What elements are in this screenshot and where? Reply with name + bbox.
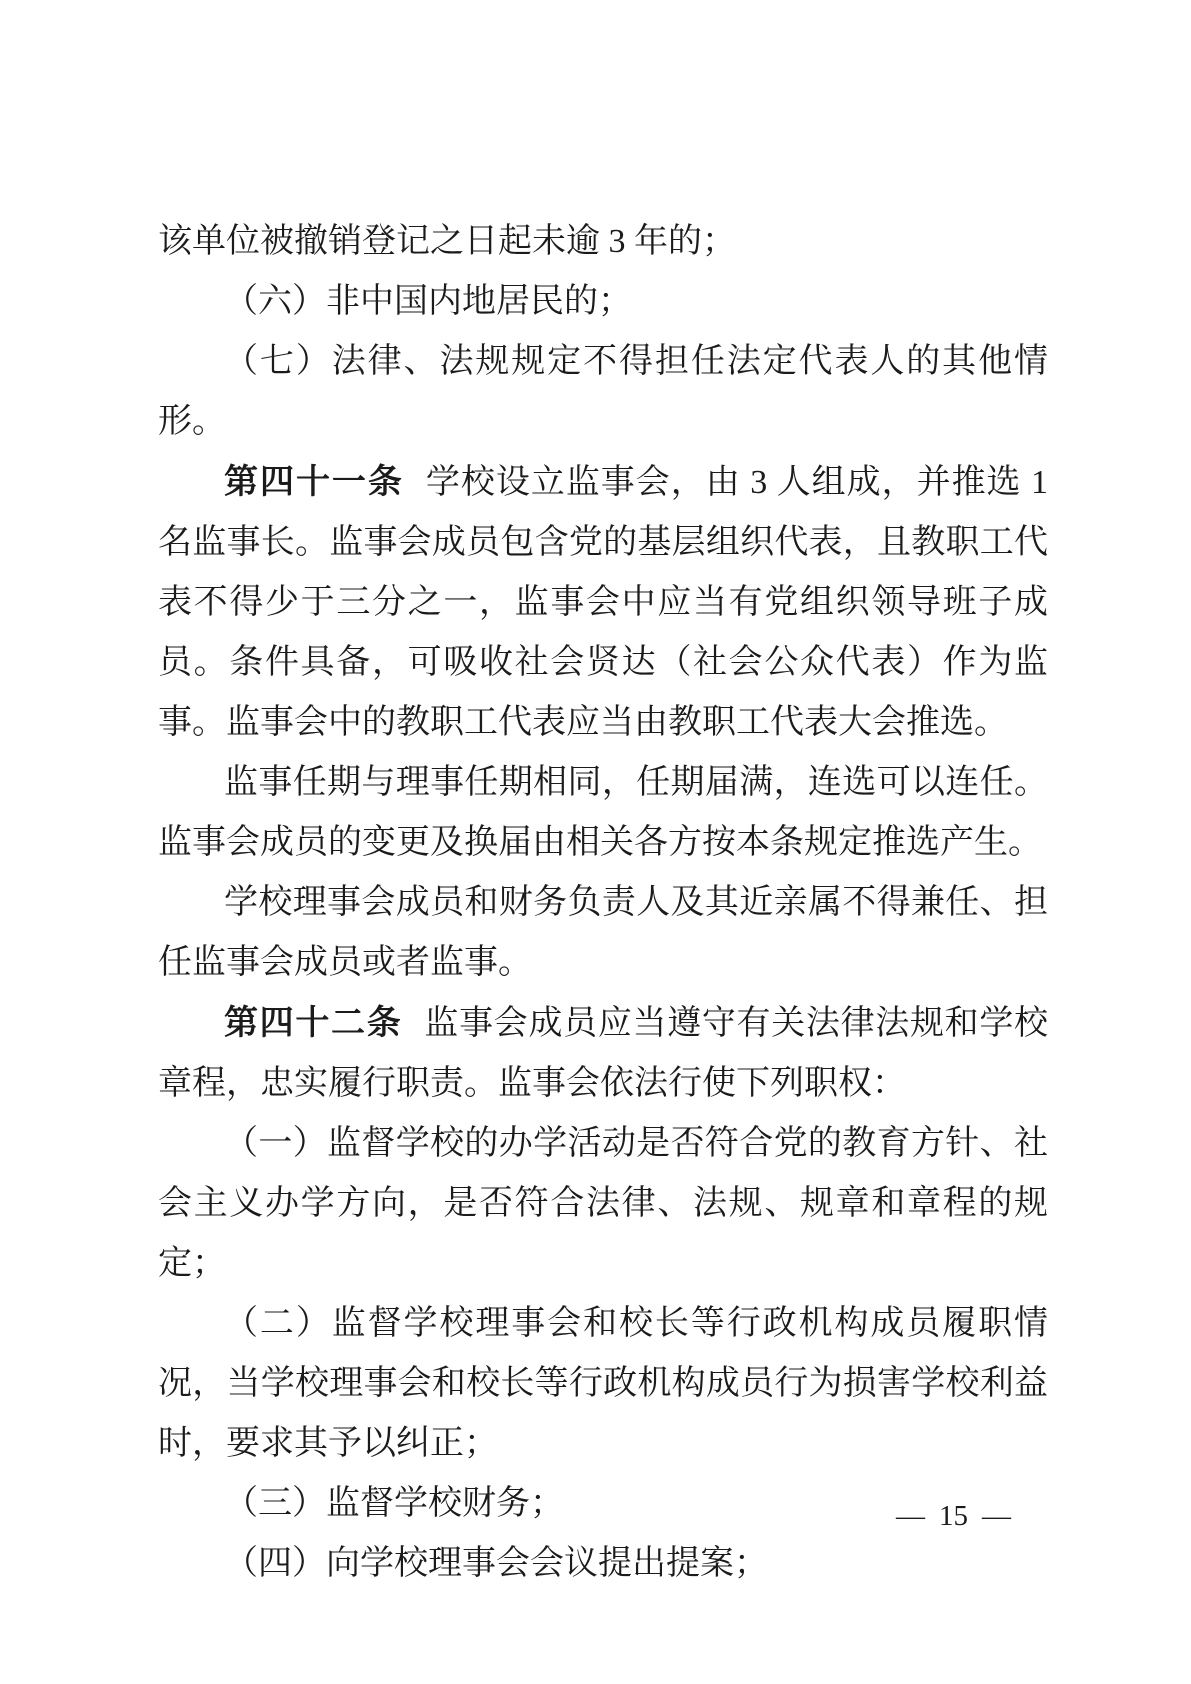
document-body — [158, 212, 1048, 1594]
paragraph-text: 学校理事会成员和财务负责人及其近亲属不得兼任、担任监事会成员或者监事。 — [158, 884, 1048, 981]
paragraph-text: （七）法律、法规规定不得担任法定代表人的其他情形。 — [158, 343, 1048, 440]
clause-item-7 — [158, 332, 1048, 452]
power-item-1 — [158, 1114, 1048, 1294]
power-item-4 — [158, 1534, 1048, 1594]
paragraph-text: 监事任期与理事任期相同，任期届满，连选可以连任。监事会成员的变更及换届由相关各方按本条规定推选产生。 — [158, 764, 1048, 861]
paragraph-text: 监事会成员应当遵守有关法律法规和学校章程，忠实履行职责。监事会依法行使下列职权： — [158, 1005, 1049, 1102]
article-41-paragraph — [158, 452, 1048, 753]
clause-item-6 — [158, 272, 1048, 332]
footer-dash-right: — — [982, 1500, 1011, 1532]
page-footer — [896, 1496, 1011, 1536]
paragraph-text: 学校设立监事会，由 3 人组成，并推选 1 名监事长。监事会成员包含党的基层组织代表，且教职工代表不得少于三分之一，监事会中应当有党组织领导班子成员。条件具备，可吸收社会贤达（社会公众代表）作为监事。监事会中的教职工代表应当由教职工代表大会推选。 — [158, 464, 1049, 741]
paragraph-text: （二）监督学校理事会和校长等行政机构成员履职情况，当学校理事会和校长等行政机构成员行为损害学校利益时，要求其予以纠正； — [158, 1305, 1048, 1462]
page-number: 15 — [939, 1500, 968, 1532]
paragraph-text: 该单位被撤销登记之日起未逾 3 年的； — [158, 223, 736, 260]
paragraph-text: （四）向学校理事会会议提出提案； — [224, 1545, 768, 1582]
supervisor-term-paragraph — [158, 753, 1048, 873]
article-42-paragraph — [158, 993, 1048, 1114]
footer-dash-left: — — [896, 1500, 925, 1532]
power-item-2 — [158, 1294, 1048, 1474]
concurrent-post-restriction-paragraph — [158, 873, 1048, 993]
paragraph-text: （三）监督学校财务； — [224, 1485, 564, 1522]
article-42-number: 第四十二条 — [224, 1004, 403, 1042]
paragraph-text: （六）非中国内地居民的； — [224, 283, 632, 320]
clause-continuation — [158, 212, 1048, 272]
article-41-number: 第四十一条 — [224, 463, 404, 501]
paragraph-text: （一）监督学校的办学活动是否符合党的教育方针、社会主义办学方向，是否符合法律、法规、规章和章程的规定； — [158, 1125, 1048, 1282]
